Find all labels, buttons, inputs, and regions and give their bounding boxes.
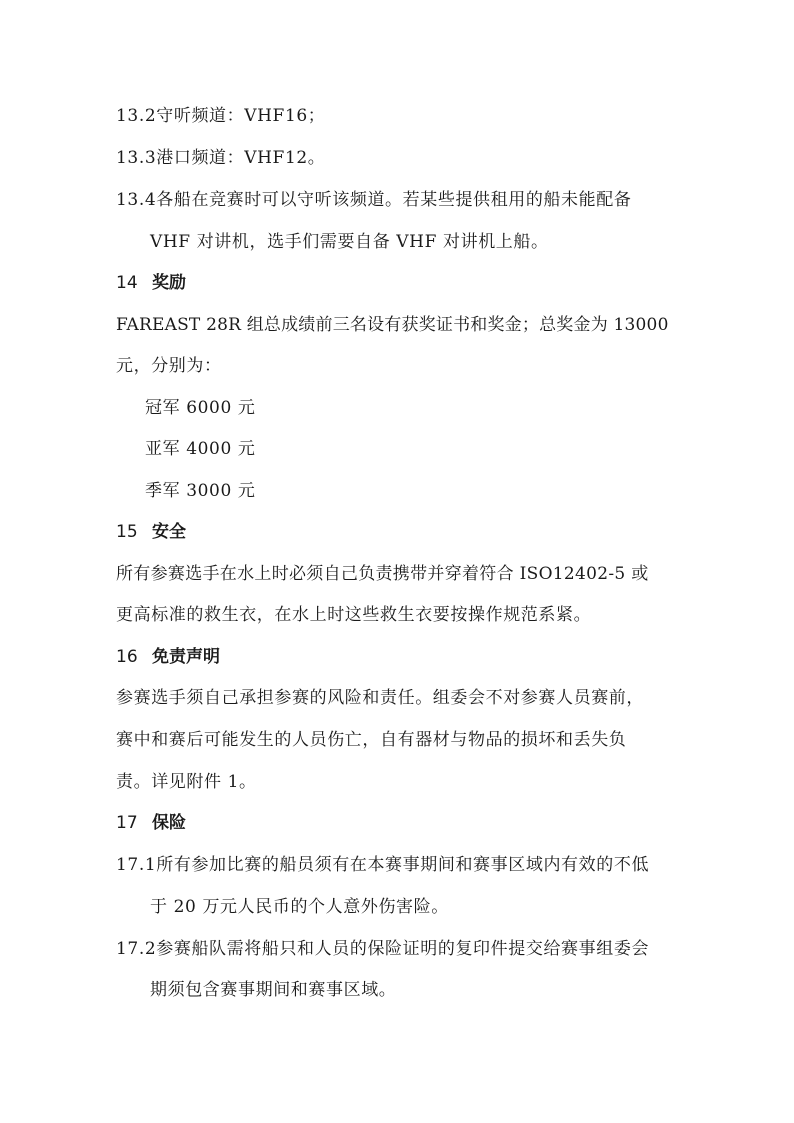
section-17-title: 保险 bbox=[152, 813, 186, 833]
section-15-number: 15 bbox=[116, 522, 138, 542]
section-14-para-line1: FAREAST 28R 组总成绩前三名设有获奖证书和奖金；总奖金为 13000 bbox=[116, 315, 669, 335]
item-17-1-line1: 17.1所有参加比赛的船员须有在本赛事期间和赛事区域内有效的不低 bbox=[116, 855, 650, 875]
section-16-para-line1: 参赛选手须自己承担参赛的风险和责任。组委会不对参赛人员赛前， bbox=[116, 688, 644, 708]
section-16-title: 免责声明 bbox=[152, 647, 220, 667]
prize-first: 冠军 6000 元 bbox=[145, 398, 256, 418]
section-15-para-line2: 更高标准的救生衣，在水上时这些救生衣要按操作规范系紧。 bbox=[116, 605, 592, 625]
item-17-1-line2: 于 20 万元人民币的个人意外伤害险。 bbox=[150, 897, 449, 917]
prize-second: 亚军 4000 元 bbox=[145, 439, 256, 459]
section-15-title: 安全 bbox=[152, 522, 186, 542]
item-13-3: 13.3港口频道：VHF12。 bbox=[116, 148, 326, 168]
item-17-2-line2: 期须包含赛事期间和赛事区域。 bbox=[150, 980, 397, 1000]
item-13-4-line2: VHF 对讲机，选手们需要自备 VHF 对讲机上船。 bbox=[150, 232, 549, 252]
section-16-heading bbox=[116, 645, 220, 669]
item-13-2: 13.2守听频道：VHF16； bbox=[116, 106, 326, 126]
item-17-2-line1: 17.2参赛船队需将船只和人员的保险证明的复印件提交给赛事组委会 bbox=[116, 939, 650, 959]
section-17-number: 17 bbox=[116, 813, 138, 833]
section-15-para-line1: 所有参赛选手在水上时必须自己负责携带并穿着符合 ISO12402-5 或 bbox=[116, 564, 649, 584]
section-14-title: 奖励 bbox=[152, 273, 186, 293]
item-13-4-line1: 13.4各船在竞赛时可以守听该频道。若某些提供租用的船未能配备 bbox=[116, 190, 632, 210]
section-15-heading bbox=[116, 520, 186, 544]
section-16-para-line2: 赛中和赛后可能发生的人员伤亡，自有器材与物品的损坏和丢失负 bbox=[116, 730, 627, 750]
prize-third: 季军 3000 元 bbox=[145, 481, 256, 501]
section-14-number: 14 bbox=[116, 273, 138, 293]
section-16-para-line3: 责。详见附件 1。 bbox=[116, 772, 257, 792]
section-14-heading bbox=[116, 271, 186, 295]
section-16-number: 16 bbox=[116, 647, 138, 667]
section-17-heading bbox=[116, 811, 186, 835]
section-14-para-line2: 元，分别为： bbox=[116, 356, 222, 376]
